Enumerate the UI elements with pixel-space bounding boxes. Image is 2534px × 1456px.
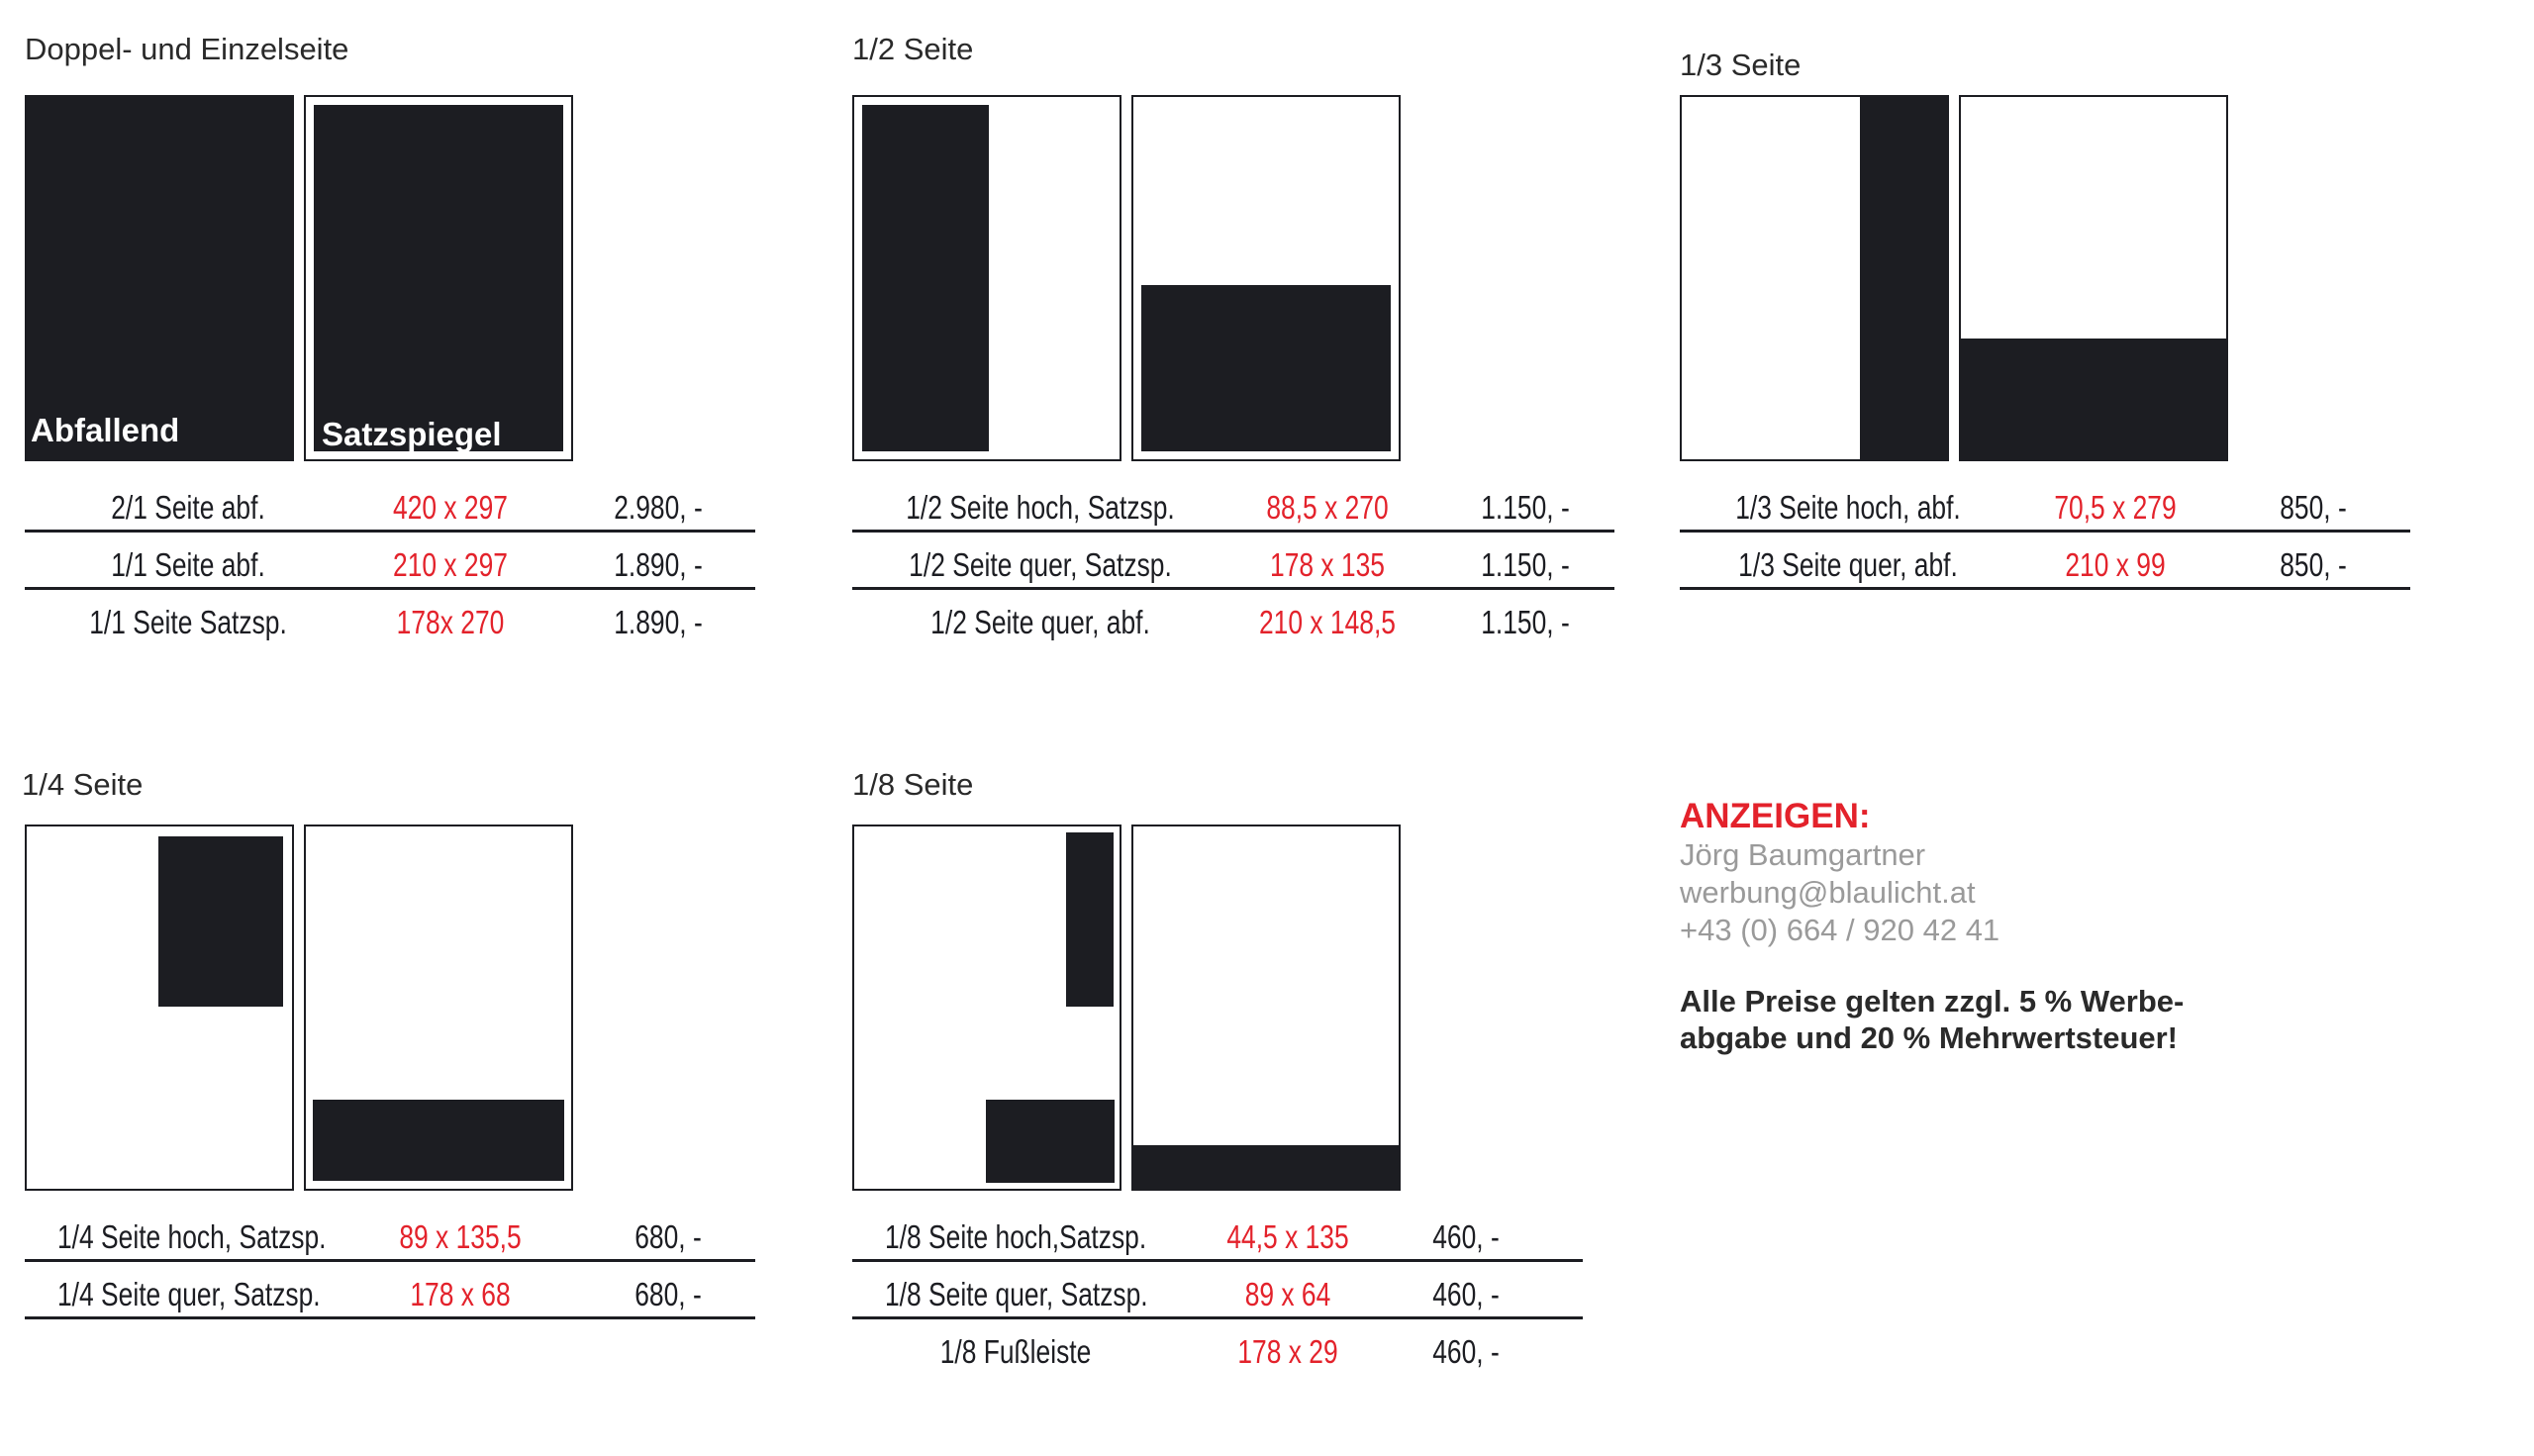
format-name: 1/4 Seite hoch, Satzsp. [57,1218,327,1255]
section-title: 1/2 Seite [852,32,974,66]
format-name: 1/2 Seite quer, Satzsp. [909,546,1172,583]
page-third-horizontal-preview [1959,95,2228,461]
ad-block [158,836,283,1007]
table-row [25,533,755,590]
section-title: 1/3 Seite [1680,48,1802,82]
page-third-vertical-preview [1680,95,1949,461]
page-label-type-area: Satzspiegel [322,416,502,452]
contact-name: Jörg Baumgartner [1680,837,1926,872]
format-price: 850, - [2280,489,2347,526]
price-note-line-2: abgabe und 20 % Mehrwertsteuer! [1680,1020,2179,1055]
format-name: 1/3 Seite quer, abf. [1738,546,1958,583]
price-table [852,475,1614,647]
price-note-line-1: Alle Preise gelten zzgl. 5 % Werbe- [1680,984,2185,1019]
table-row [1680,475,2410,533]
format-price: 850, - [2280,546,2347,583]
format-price: 2.980, - [614,489,703,526]
page-type-area-preview [304,95,573,461]
format-name: 1/1 Seite abf. [111,546,265,583]
table-row [852,533,1614,590]
format-name: 1/8 Seite quer, Satzsp. [885,1276,1148,1312]
ad-block [1141,285,1391,451]
page-footer-strip-preview [1131,825,1401,1191]
page-quarter-horizontal-preview [304,825,573,1191]
table-row [25,1205,755,1262]
table-row [25,590,755,647]
contact-email[interactable]: werbung@blaulicht.at [1680,875,1976,910]
format-name: 1/3 Seite hoch, abf. [1735,489,1961,526]
contact-heading: ANZEIGEN: [1680,797,1871,835]
table-row [25,475,755,533]
section-title: 1/4 Seite [22,767,144,802]
table-row [852,475,1614,533]
page-half-vertical-preview [852,95,1121,461]
format-name: 2/1 Seite abf. [111,489,265,526]
page-half-horizontal-preview [1131,95,1401,461]
ad-block [1860,97,1949,459]
page-label-bleed: Abfallend [31,412,180,448]
format-size: 89 x 135,5 [399,1218,522,1255]
format-price: 680, - [634,1276,702,1312]
price-table [1680,475,2410,590]
format-size: 420 x 297 [393,489,508,526]
contact-block [1680,797,2184,1056]
format-price: 680, - [634,1218,702,1255]
format-price: 1.150, - [1481,546,1570,583]
price-table [25,1205,755,1319]
table-row [25,1262,755,1319]
format-name: 1/2 Seite hoch, Satzsp. [906,489,1175,526]
table-row [852,1262,1583,1319]
format-name: 1/8 Fußleiste [939,1333,1092,1370]
format-size: 210 x 148,5 [1259,604,1396,640]
format-name: 1/4 Seite quer, Satzsp. [57,1276,321,1312]
page-bleed-preview [25,95,294,461]
format-price: 460, - [1432,1333,1500,1370]
format-size: 178 x 68 [410,1276,511,1312]
ad-block-vertical [1066,832,1114,1007]
section-title: Doppel- und Einzelseite [25,32,349,66]
ad-block [1961,339,2226,459]
price-note [1680,983,2184,1056]
format-price: 1.150, - [1481,604,1570,640]
format-size: 178 x 29 [1237,1333,1338,1370]
ad-block [313,1100,564,1181]
ad-block-horizontal [986,1100,1115,1183]
format-price: 1.890, - [614,604,703,640]
format-name: 1/1 Seite Satzsp. [89,604,287,640]
table-row [852,1319,1583,1377]
format-name: 1/2 Seite quer, abf. [930,604,1150,640]
format-size: 210 x 99 [2065,546,2166,583]
format-price: 1.890, - [614,546,703,583]
ad-block [1133,1145,1399,1189]
format-size: 88,5 x 270 [1266,489,1389,526]
price-table [852,1205,1583,1377]
format-size: 178x 270 [396,604,505,640]
ad-block [862,105,989,451]
format-size: 70,5 x 279 [2054,489,2177,526]
format-size: 44,5 x 135 [1226,1218,1349,1255]
table-row [852,1205,1583,1262]
ad-block [314,105,563,451]
table-row [1680,533,2410,590]
format-price: 1.150, - [1481,489,1570,526]
format-price: 460, - [1432,1276,1500,1312]
format-size: 89 x 64 [1244,1276,1331,1312]
section-title: 1/8 Seite [852,767,974,802]
format-name: 1/8 Seite hoch,Satzsp. [885,1218,1147,1255]
page-eighth-preview [852,825,1121,1191]
page-quarter-vertical-preview [25,825,294,1191]
format-price: 460, - [1432,1218,1500,1255]
table-row [852,590,1614,647]
price-table [25,475,755,647]
format-size: 178 x 135 [1270,546,1385,583]
contact-phone[interactable]: +43 (0) 664 / 920 42 41 [1680,913,2000,947]
format-size: 210 x 297 [393,546,508,583]
